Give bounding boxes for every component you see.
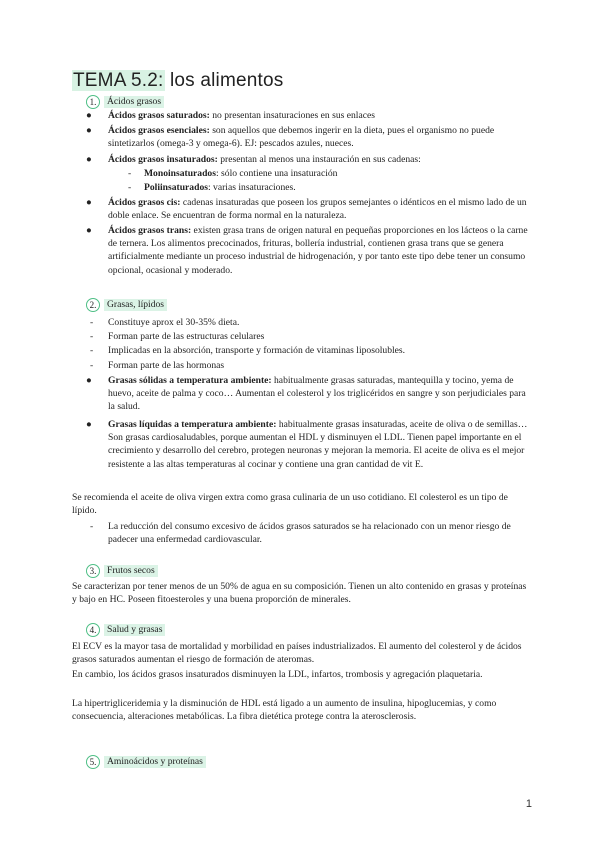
list-item: Forman parte de las hormonas (108, 360, 225, 371)
term: Grasas líquidas a temperatura ambiente: (108, 419, 277, 430)
list-item: Implicadas en la absorción, transporte y formación de vitaminas liposolubles. (108, 345, 406, 356)
definition: no presentan insaturaciones en sus enlaces (209, 110, 375, 121)
term: Grasas sólidas a temperatura ambiente: (108, 375, 272, 386)
section-5-heading (86, 755, 206, 769)
sub-bullet-dash: - (128, 182, 132, 193)
term: Ácidos grasos insaturados: (108, 154, 218, 165)
paragraph: Se recomienda el aceite de oliva virgen extra como grasa culinaria de un uso cotidiano. El colesterol es un tipo de lípido. (72, 492, 508, 517)
list-item (108, 224, 533, 277)
list-item (108, 124, 533, 150)
title-prefix: TEMA 5.2: (73, 70, 164, 91)
definition: : sólo contiene una insaturación (215, 168, 338, 179)
list-item (108, 374, 533, 414)
bullet-dash: - (90, 317, 94, 328)
section-number: 2. (86, 298, 100, 312)
definition: habitualmente grasas saturadas, mantequilla y tocino, yema de huevo, aceite de palma y coco… Aumentan el colesterol y los triglicéridos en sangre y son perjudiciales para la salud. (108, 375, 526, 413)
list-item: Constituye aprox el 30-35% dieta. (108, 317, 240, 328)
paragraph: El ECV es la mayor tasa de mortalidad y morbilidad en países industrializados. El aumento del colesterol y de ácidos grasos saturados aumentan el riesgo de formación de ateromas. (72, 641, 522, 666)
definition: existen grasa trans de origen natural en pequeñas proporciones en los lácteos o la carne de ternera. Los alimentos precocinados, frituras, bollería industrial, contienen grasa trans que se genera artificialmente mediante un proceso industrial de hidrogenación, y por tanto este tipo debe tener un consumo opcional, ocasional y moderado. (108, 225, 528, 276)
definition: habitualmente grasas insaturadas, aceite de oliva o de semillas… Son grasas cardiosaludables, porque aumentan el HDL y disminuyen el LDL. Tienen papel importante en el crecimiento y desarrollo del cerebro, protegen neuronas y mejoran la memoria. El aceite de oliva es el mejor resistente a las altas temperaturas al cocinar y contiene una gran cantidad de vit E. (108, 419, 528, 470)
section-number: 1. (86, 95, 100, 109)
bullet-dash: - (90, 360, 94, 371)
definition: : varias insaturaciones. (207, 182, 296, 193)
list-item (144, 181, 524, 194)
list-item (144, 167, 524, 180)
list-item (108, 109, 528, 122)
section-label: Aminoácidos y proteínas (104, 756, 206, 768)
bullet-dot: ● (86, 225, 92, 236)
page-number: 1 (525, 798, 532, 810)
term: Monoinsaturados (144, 168, 216, 179)
section-1-heading (86, 95, 164, 109)
term: Poliinsaturados (144, 182, 208, 193)
bullet-dot: ● (86, 125, 92, 136)
bullet-dot: ● (86, 419, 92, 430)
section-label: Grasas, lípidos (104, 299, 167, 311)
section-label: Salud y grasas (104, 624, 165, 636)
bullet-dot: ● (86, 154, 92, 165)
page-title (72, 70, 283, 92)
bullet-dot: ● (86, 197, 92, 208)
bullet-dot: ● (86, 110, 92, 121)
definition: son aquellos que debemos ingerir en la dieta, pues el organismo no puede sintetizarlos (omega-3 y omega-6). EJ: pescados azules, nueces. (108, 125, 495, 150)
list-item (108, 153, 528, 166)
section-number: 4. (86, 623, 100, 637)
section-2-heading (86, 298, 167, 312)
term: Ácidos grasos esenciales: (108, 125, 210, 136)
section-4-heading (86, 623, 165, 637)
paragraph: En cambio, los ácidos grasos insaturados disminuyen la LDL, infartos, trombosis y agregación plaquetaria. (72, 669, 483, 680)
title-text: los alimentos (164, 70, 284, 91)
bullet-dash: - (90, 521, 94, 532)
section-number: 5. (86, 755, 100, 769)
definition: cadenas insaturadas que poseen los grupos semejantes o idénticos en el mismo lado de un doble enlace. Se encuentran de forma normal en la naturaleza. (108, 197, 527, 222)
term: Ácidos grasos cis: (108, 197, 181, 208)
list-item (108, 418, 533, 471)
list-item: La reducción del consumo excesivo de ácidos grasos saturados se ha relacionado con un menor riesgo de padecer una enfermedad cardiovascular. (108, 521, 511, 546)
paragraph: La hipertrigliceridemia y la disminución de HDL está ligado a un aumento de insulina, hipoglucemias, y como consecuencia, alteraciones metabólicas. La fibra dietética protege contra la aterosclerosis. (72, 698, 497, 723)
list-item (108, 196, 533, 222)
sub-bullet-dash: - (128, 168, 132, 179)
section-label: Frutos secos (104, 565, 158, 577)
section-3-heading (86, 564, 158, 578)
term: Ácidos grasos saturados: (108, 110, 210, 121)
definition: presentan al menos una instauración en sus cadenas: (217, 154, 421, 165)
term: Ácidos grasos trans: (108, 225, 192, 236)
section-number: 3. (86, 564, 100, 578)
bullet-dash: - (90, 345, 94, 356)
paragraph: Se caracterizan por tener menos de un 50% de agua en su composición. Tienen un alto contenido en grasas y proteínas y bajo en HC. Poseen fitoesteroles y una buena proporción de minerales. (72, 581, 527, 606)
section-label: Ácidos grasos (104, 96, 164, 108)
list-item: Forman parte de las estructuras celulares (108, 331, 265, 342)
bullet-dot: ● (86, 375, 92, 386)
bullet-dash: - (90, 331, 94, 342)
